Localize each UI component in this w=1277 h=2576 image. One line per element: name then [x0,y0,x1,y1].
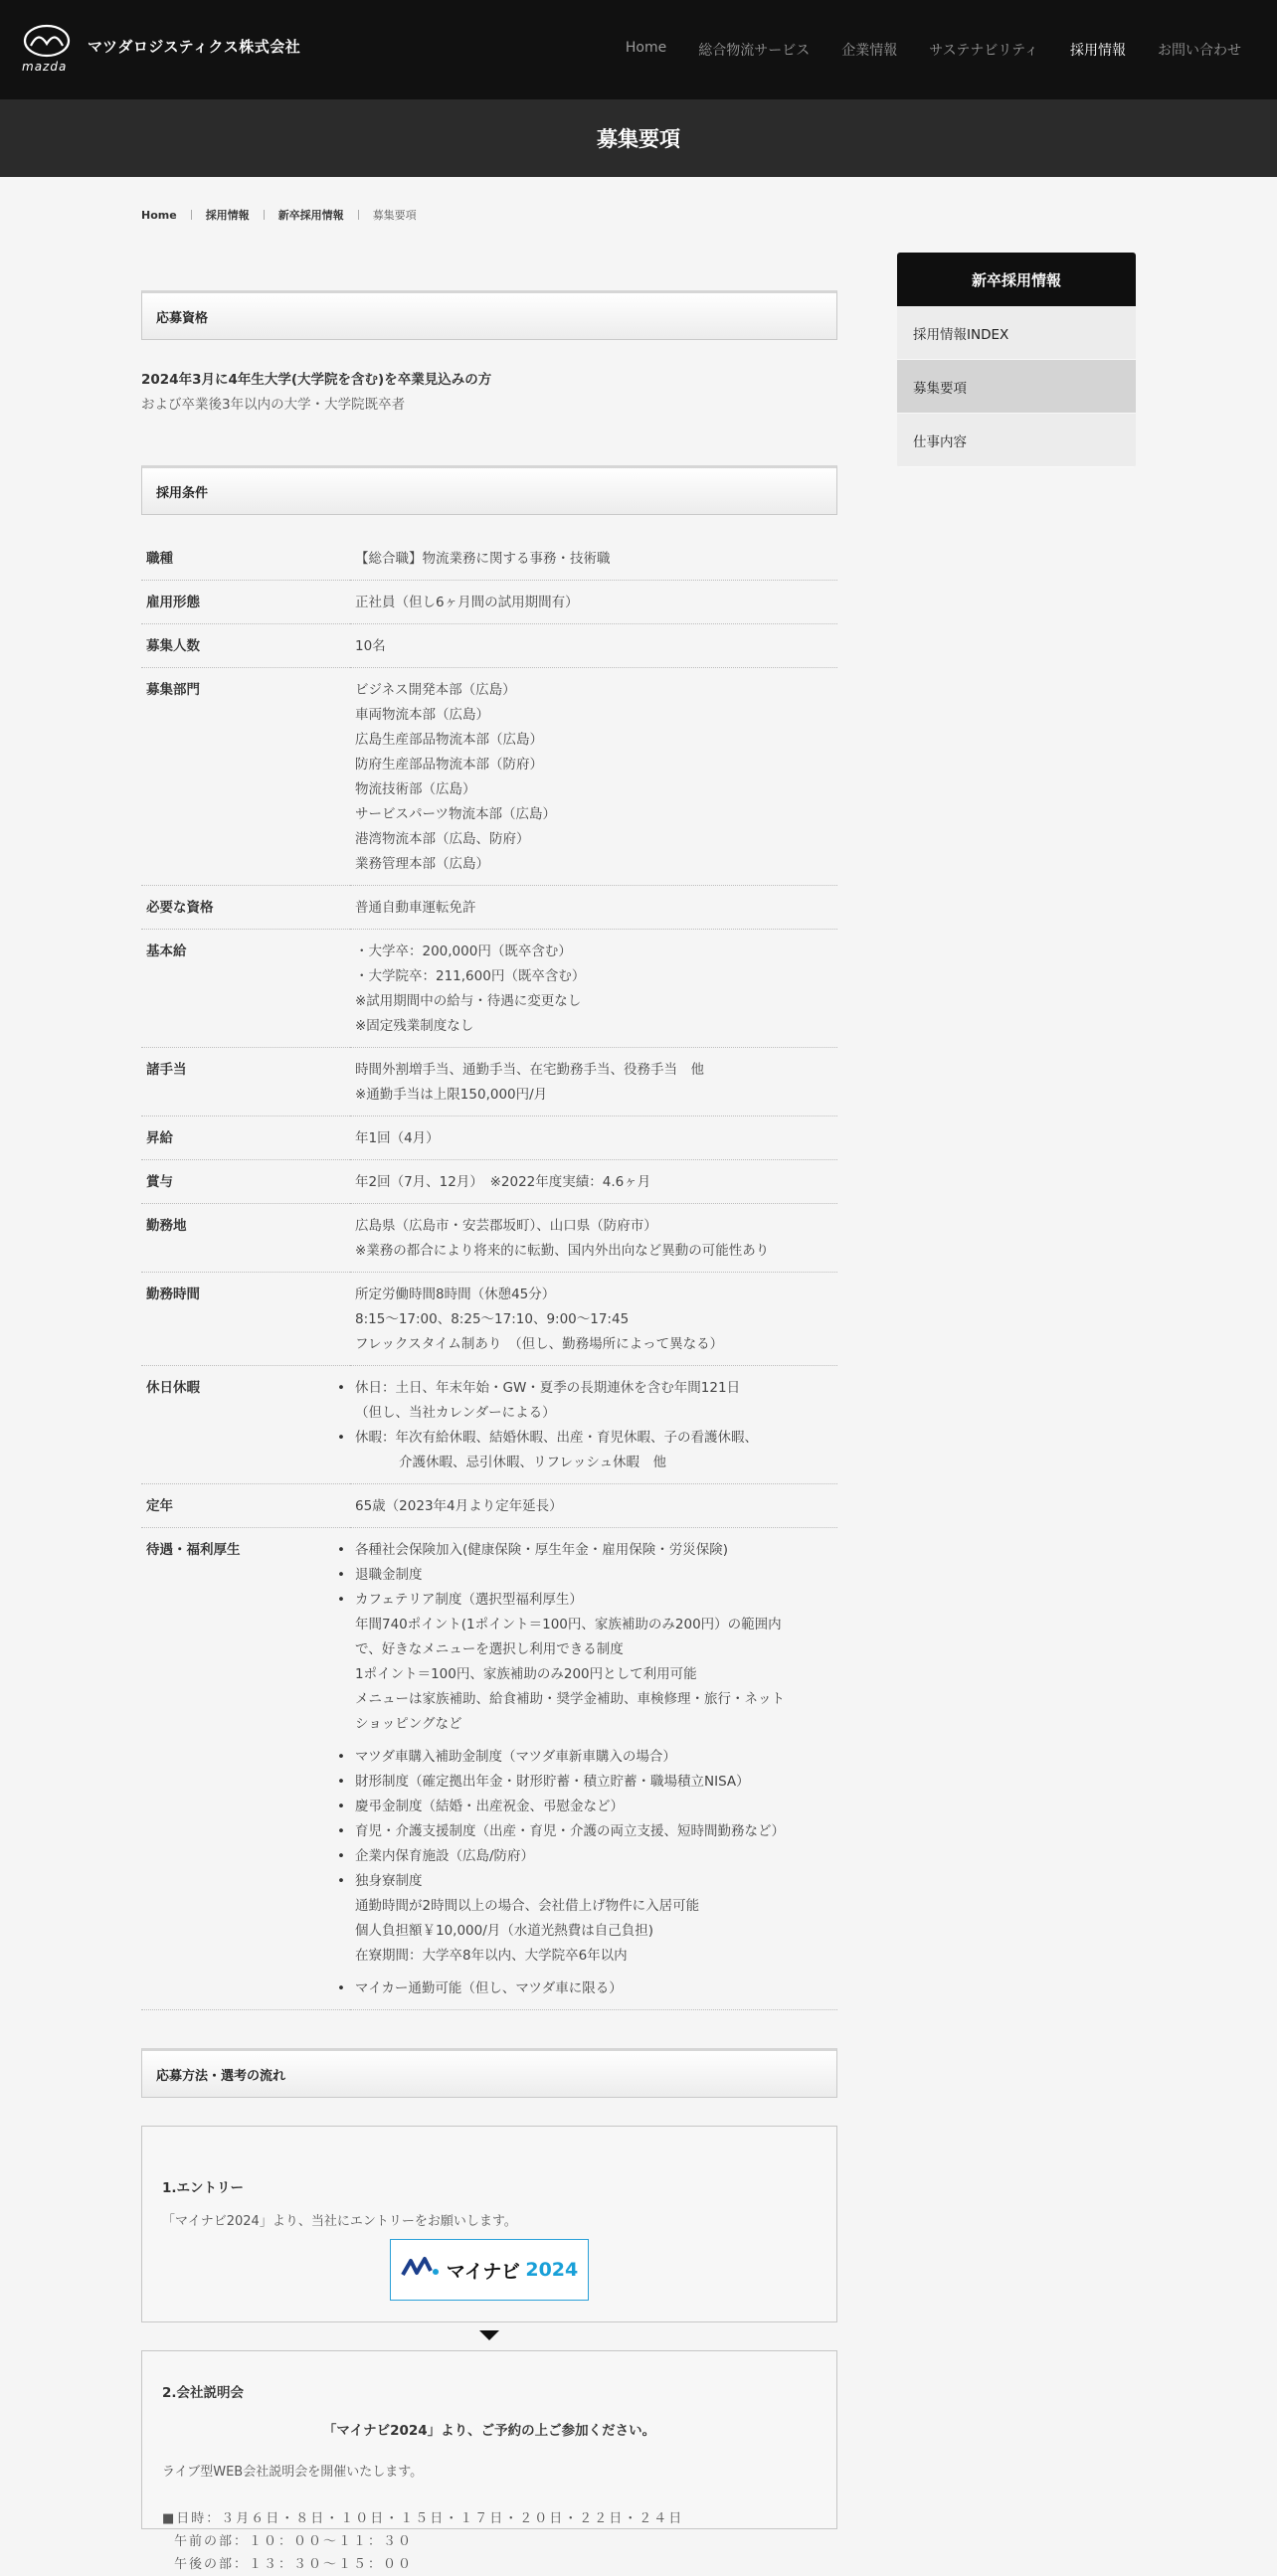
row-value [350,1204,837,1273]
row-value [350,930,837,1048]
mynavi-banner-button[interactable] [390,2239,589,2301]
salary-line: ※試用期間中の給与・待遇に変更なし [355,993,582,1009]
row-label: 募集人数 [141,624,350,668]
logo-wordmark: mazda [22,60,68,74]
list-item [355,1869,832,1969]
application-flow [141,2048,837,2572]
nav-home[interactable]: Home [625,40,667,56]
section-heading-conditions: 採用条件 [141,465,837,515]
welfare-line: • カフェテリア制度（選択型福利厚生） [355,1592,583,1608]
list-item: • 企業内保育施設（広島/防府） [355,1844,832,1869]
row-label: 職種 [141,537,350,581]
list-item [355,1426,832,1475]
mynavi-year: 2024 [525,2259,579,2281]
salary-line: ・大学卒：200,000円（既卒含む） [355,944,572,959]
list-item: • 育児・介護支援制度（出産・育児・介護の両立支援、短時間勤務など） [355,1819,832,1844]
breadcrumb-new-grad[interactable]: 新卒採用情報 [277,209,344,222]
department-item: 物流技術部（広島） [355,781,476,797]
breadcrumb-current: 募集要項 [372,209,417,222]
list-item: • 財形制度（確定拠出年金・財形貯蓄・積立貯蓄・職場積立NISA） [355,1770,832,1795]
list-item [355,1588,832,1737]
row-label: 待遇・福利厚生 [141,1528,350,2010]
table-row [141,1366,837,1484]
row-value: 年2回（7月、12月） ※2022年度実績：4.6ヶ月 [350,1160,837,1204]
row-value [350,1366,837,1484]
row-value [350,1048,837,1116]
row-value: 10名 [350,624,837,668]
row-label: 募集部門 [141,668,350,886]
welfare-detail: 年間740ポイント(1ポイント＝100円、家族補助のみ200円）の範囲内 [355,1617,782,1632]
breadcrumb-separator [191,210,192,220]
row-label: 雇用形態 [141,581,350,624]
table-row [141,537,837,581]
breadcrumb-separator [358,210,359,220]
schedule-morning: 午前の部：１０：００～１１：３０ [174,2534,414,2549]
row-label: 賞与 [141,1160,350,1204]
welfare-detail: 1ポイント＝100円、家族補助のみ200円として利用可能 [355,1666,697,1682]
row-label: 定年 [141,1484,350,1528]
welfare-line: • 独身寮制度 [355,1873,423,1889]
hours-line: 所定労働時間8時間（休憩45分） [355,1287,556,1302]
list-item: • マイカー通勤可能（但し、マツダ車に限る） [355,1976,832,2001]
row-label: 昇給 [141,1116,350,1160]
table-row [141,1273,837,1366]
department-item: サービスパーツ物流本部（広島） [355,806,556,822]
department-item: ビジネス開発本部（広島） [355,682,516,698]
breadcrumb-separator [264,210,265,220]
welfare-detail: 在寮期間：大学卒8年以内、大学院卒6年以内 [355,1948,628,1964]
row-value [350,668,837,886]
row-value: 年1回（4月） [350,1116,837,1160]
allowance-line: 時間外割増手当、通勤手当、在宅勤務手当、役務手当 他 [355,1062,704,1078]
welfare-detail: メニューは家族補助、給食補助・奨学金補助、車検修理・旅行・ネット [355,1691,785,1707]
welfare-list [355,1538,832,2001]
nav-logistics-services[interactable]: 総合物流サービス [698,43,811,59]
table-row [141,1204,837,1273]
allowance-line: ※通勤手当は上限150,000円/月 [355,1087,548,1103]
location-line: ※業務の都合により将来的に転勤、国内外出向など異動の可能性あり [355,1243,770,1259]
table-row [141,1116,837,1160]
table-row [141,581,837,624]
row-label: 諸手当 [141,1048,350,1116]
list-item: • 慶弔金制度（結婚・出産祝金、弔慰金など） [355,1795,832,1819]
department-item: 広島生産部品物流本部（広島） [355,732,543,748]
row-value: 【総合職】物流業務に関する事務・技術職 [350,537,837,581]
list-item: • 退職金制度 [355,1563,832,1588]
row-value [350,1273,837,1366]
breadcrumb-recruit[interactable]: 採用情報 [205,209,250,222]
row-value: 普通自動車運転免許 [350,886,837,930]
department-item: 車両物流本部（広島） [355,707,489,723]
location-line: 広島県（広島市・安芸郡坂町）、山口県（防府市） [355,1218,657,1234]
holiday-line: • 休日：土日、年末年始・GW・夏季の長期連休を含む年間121日 [355,1380,741,1396]
department-item: 業務管理本部（広島） [355,856,489,872]
department-item: 港湾物流本部（広島、防府） [355,831,530,847]
step-entry [141,2126,837,2322]
table-row [141,930,837,1048]
schedule-dates: ■日時：３月６日・８日・１０日・１５日・１７日・２０日・２２日・２４日 [162,2511,684,2526]
schedule-afternoon: 午後の部：１３：３０～１５：００ [174,2557,414,2572]
table-row [141,624,837,668]
salary-line: ※固定残業制度なし [355,1018,474,1034]
step-title: 1.エントリー [162,2180,245,2196]
row-value: 正社員（但し6ヶ月間の試用期間有） [350,581,837,624]
table-row [141,1484,837,1528]
row-label: 休日休暇 [141,1366,350,1484]
step-notice: 「マイナビ2024」より、ご予約の上ご参加ください。 [322,2423,656,2439]
site-logo[interactable] [22,24,300,74]
company-name: マツダロジスティクス株式会社 [88,38,301,56]
sidebar-item-index[interactable]: 採用情報INDEX [897,306,1136,360]
table-row [141,886,837,930]
table-row [141,668,837,886]
mazda-logo-icon [22,24,76,74]
sidebar-title: 新卒採用情報 [897,253,1136,306]
breadcrumb [141,207,417,223]
nav-recruit[interactable]: 採用情報 [1070,43,1126,59]
department-item: 防府生産部品物流本部（防府） [355,757,543,773]
step-briefing [141,2350,837,2572]
sidebar [897,253,1136,467]
table-row [141,1528,837,2010]
qualification-line-2: および卒業後3年以内の大学・大学院既卒者 [141,397,406,413]
global-nav [594,40,1241,60]
page-title-band [0,99,1277,177]
sidebar-item-job-description[interactable]: 仕事内容 [897,414,1136,467]
site-header [0,0,1277,99]
holiday-list [355,1376,832,1475]
breadcrumb-home[interactable]: Home [141,208,177,222]
page-title: 募集要項 [597,127,680,151]
main-content [141,290,837,2572]
step-title: 2.会社説明会 [162,2385,245,2401]
mynavi-name: マイナビ [446,2260,520,2283]
section-heading-flow: 応募方法・選考の流れ [141,2048,837,2098]
qualification-text [141,368,837,418]
conditions-table [141,537,837,2010]
row-value: 65歳（2023年4月より定年延長） [350,1484,837,1528]
nav-company[interactable]: 企業情報 [841,43,898,59]
hours-line: 8:15～17:00、8:25～17:10、9:00～17:45 [355,1311,630,1327]
row-value [350,1528,837,2010]
salary-line: ・大学院卒：211,600円（既卒含む） [355,968,586,984]
welfare-detail: で、好きなメニューを選択し利用できる制度 [355,1641,624,1657]
row-label: 必要な資格 [141,886,350,930]
welfare-detail: ショッピングなど [355,1716,462,1732]
qualification-line-1: 2024年3月に4年生大学(大学院を含む)を卒業見込みの方 [141,372,492,388]
list-item: • マツダ車購入補助金制度（マツダ車新車購入の場合） [355,1745,832,1770]
row-label: 勤務時間 [141,1273,350,1366]
row-label: 基本給 [141,930,350,1048]
holiday-line: • 休暇：年次有給休暇、結婚休暇、出産・育児休暇、子の看護休暇、 [355,1430,758,1446]
list-item: • 各種社会保険加入(健康保険・厚生年金・雇用保険・労災保険) [355,1538,832,1563]
step-text: 「マイナビ2024」より、当社にエントリーをお願いします。 [162,2214,517,2229]
welfare-detail: 個人負担額￥10,000/月（水道光熱費は自己負担) [355,1923,654,1939]
list-item [355,1376,832,1426]
section-heading-qualification: 応募資格 [141,290,837,340]
hours-line: フレックスタイム制あり （但し、勤務場所によって異なる） [355,1336,724,1352]
step-text: ライブ型WEB会社説明会を開催いたします。 [162,2465,424,2480]
nav-contact[interactable]: お問い合わせ [1158,43,1241,59]
holiday-line: （但し、当社カレンダーによる） [355,1405,556,1421]
holiday-line: 介護休暇、忌引休暇、リフレッシュ休暇 他 [399,1455,667,1470]
mynavi-logo-icon [401,2255,441,2285]
nav-sustainability[interactable]: サステナビリティ [929,43,1038,59]
sidebar-item-requirements[interactable]: 募集要項 [897,360,1136,414]
row-label: 勤務地 [141,1204,350,1273]
arrow-down-icon [479,2330,499,2340]
welfare-detail: 通勤時間が2時間以上の場合、会社借上げ物件に入居可能 [355,1898,700,1914]
table-row [141,1048,837,1116]
table-row [141,1160,837,1204]
